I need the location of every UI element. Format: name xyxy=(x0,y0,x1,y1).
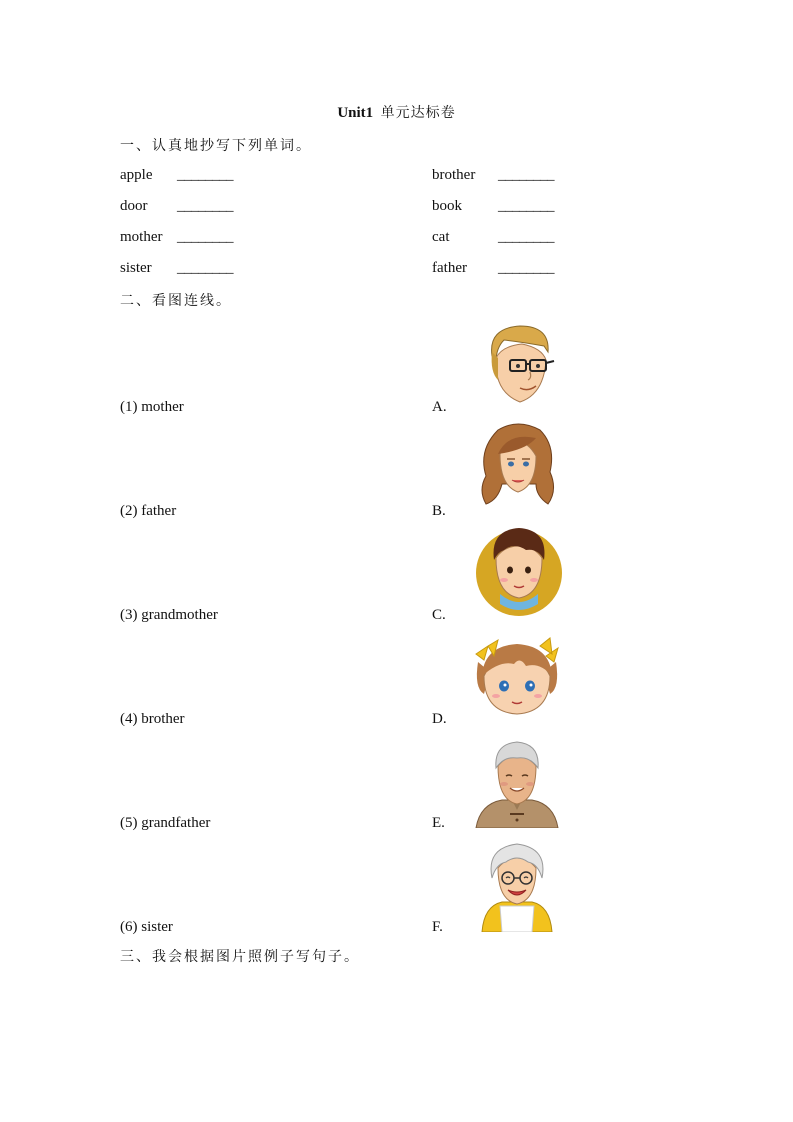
word-right-1: brother xyxy=(432,167,476,183)
blank-left-3[interactable]: ________ xyxy=(177,229,233,245)
blank-left-2[interactable]: ________ xyxy=(177,198,233,214)
match-item-2[interactable]: (2) father xyxy=(120,503,177,519)
blank-right-1[interactable]: ________ xyxy=(498,167,554,183)
girl-with-bows-picture[interactable] xyxy=(470,632,564,718)
match-letter-d[interactable]: D. xyxy=(432,711,447,727)
grandfather-picture[interactable] xyxy=(472,738,562,828)
match-letter-c[interactable]: C. xyxy=(432,607,446,623)
grandmother-picture[interactable] xyxy=(480,840,554,932)
boy-on-yellow-circle-picture[interactable] xyxy=(474,524,564,618)
match-letter-f[interactable]: F. xyxy=(432,919,443,935)
match-item-1[interactable]: (1) mother xyxy=(120,399,184,415)
blank-right-2[interactable]: ________ xyxy=(498,198,554,214)
section3-heading: 三、我会根据图片照例子写句子。 xyxy=(120,949,360,965)
word-right-3: cat xyxy=(432,229,450,245)
woman-long-hair-picture[interactable] xyxy=(478,420,558,510)
word-left-3: mother xyxy=(120,229,163,245)
section1-heading: 一、认真地抄写下列单词。 xyxy=(120,138,312,154)
match-item-5[interactable]: (5) grandfather xyxy=(120,815,211,831)
man-with-glasses-picture[interactable] xyxy=(482,322,560,406)
match-item-4[interactable]: (4) brother xyxy=(120,711,185,727)
match-item-3[interactable]: (3) grandmother xyxy=(120,607,218,623)
title-text: 单元达标卷 xyxy=(380,105,456,121)
page-title xyxy=(0,102,793,122)
blank-right-3[interactable]: ________ xyxy=(498,229,554,245)
word-left-4: sister xyxy=(120,260,152,276)
word-right-4: father xyxy=(432,260,467,276)
word-left-1: apple xyxy=(120,167,153,183)
match-item-6[interactable]: (6) sister xyxy=(120,919,173,935)
blank-left-4[interactable]: ________ xyxy=(177,260,233,276)
title-unit: Unit1 xyxy=(337,105,374,121)
section2-heading: 二、看图连线。 xyxy=(120,293,232,309)
match-letter-e[interactable]: E. xyxy=(432,815,445,831)
word-right-2: book xyxy=(432,198,462,214)
blank-left-1[interactable]: ________ xyxy=(177,167,233,183)
match-letter-b[interactable]: B. xyxy=(432,503,446,519)
blank-right-4[interactable]: ________ xyxy=(498,260,554,276)
word-left-2: door xyxy=(120,198,148,214)
match-letter-a[interactable]: A. xyxy=(432,399,447,415)
